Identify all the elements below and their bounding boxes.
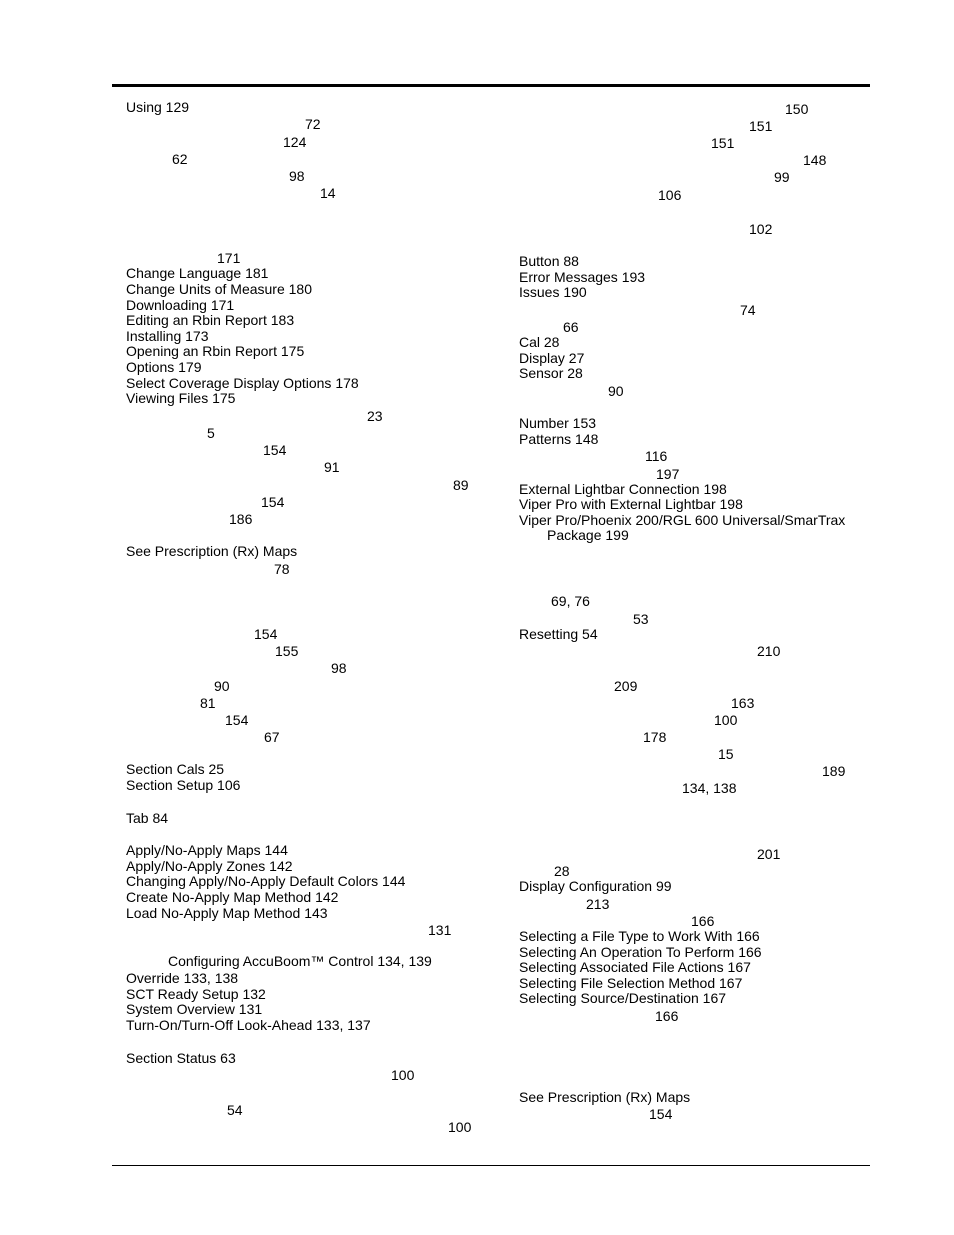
index-entry: Selecting An Operation To Perform 166 xyxy=(519,944,762,960)
index-entry: See Prescription (Rx) Maps xyxy=(126,543,298,559)
index-entry: 66 xyxy=(563,319,579,335)
index-entry: 171 xyxy=(217,250,241,266)
index-entry: Installing 173 xyxy=(126,328,209,344)
index-entry: Create No-Apply Map Method 142 xyxy=(126,889,339,905)
index-entry: 131 xyxy=(428,922,452,938)
index-entry: 99 xyxy=(774,169,790,185)
index-entry: 28 xyxy=(554,863,570,879)
index-entry: Viewing Files 175 xyxy=(126,390,236,406)
index-entry: Cal 28 xyxy=(519,334,560,350)
footer-rule xyxy=(112,1165,870,1166)
index-entry: 154 xyxy=(254,626,278,642)
index-entry: See Prescription (Rx) Maps xyxy=(519,1089,691,1105)
index-entry: 90 xyxy=(214,678,230,694)
index-entry: 100 xyxy=(448,1119,472,1135)
index-entry: Button 88 xyxy=(519,253,579,269)
index-entry: Number 153 xyxy=(519,415,597,431)
index-entry: 166 xyxy=(655,1008,679,1024)
index-entry: 197 xyxy=(656,466,680,482)
index-entry: Resetting 54 xyxy=(519,626,598,642)
index-entry: Editing an Rbin Report 183 xyxy=(126,312,295,328)
index-entry: Section Status 63 xyxy=(126,1050,236,1066)
index-entry: 151 xyxy=(749,118,773,134)
index-entry: 201 xyxy=(757,846,781,862)
index-entry: Package 199 xyxy=(547,527,629,543)
index-entry: Patterns 148 xyxy=(519,431,599,447)
index-entry: Tab 84 xyxy=(126,810,169,826)
index-entry: 154 xyxy=(225,712,249,728)
index-entry: 72 xyxy=(305,116,321,132)
index-entry: 102 xyxy=(749,221,773,237)
index-entry: Sensor 28 xyxy=(519,365,583,381)
index-entry: Using 129 xyxy=(126,99,190,115)
index-entry: Changing Apply/No-Apply Default Colors 144 xyxy=(126,873,406,889)
index-entry: Select Coverage Display Options 178 xyxy=(126,375,359,391)
index-entry: 5 xyxy=(207,425,215,441)
index-entry: Selecting a File Type to Work With 166 xyxy=(519,928,760,944)
index-entry: Viper Pro/Phoenix 200/RGL 600 Universal/SmarTrax xyxy=(519,512,846,528)
index-entry: Downloading 171 xyxy=(126,297,235,313)
index-entry: 69, 76 xyxy=(551,593,590,609)
index-entry: 100 xyxy=(391,1067,415,1083)
index-entry: 78 xyxy=(274,561,290,577)
index-entry: 186 xyxy=(229,511,253,527)
index-entry: Override 133, 138 xyxy=(126,970,239,986)
index-entry: Apply/No-Apply Maps 144 xyxy=(126,842,288,858)
index-entry: 124 xyxy=(283,134,307,150)
index-entry: 62 xyxy=(172,151,188,167)
index-entry: 89 xyxy=(453,477,469,493)
index-entry: Selecting Source/Destination 167 xyxy=(519,990,727,1006)
index-entry: Opening an Rbin Report 175 xyxy=(126,343,305,359)
index-entry: 67 xyxy=(264,729,280,745)
index-entry: 189 xyxy=(822,763,846,779)
index-entry: 14 xyxy=(320,185,336,201)
index-entry: 178 xyxy=(643,729,667,745)
index-entry: 166 xyxy=(691,913,715,929)
index-entry: Error Messages 193 xyxy=(519,269,646,285)
index-entry: 148 xyxy=(803,152,827,168)
index-entry: SCT Ready Setup 132 xyxy=(126,986,266,1002)
index-entry: 154 xyxy=(649,1106,673,1122)
index-entry: 134, 138 xyxy=(682,780,737,796)
index-entry: Selecting Associated File Actions 167 xyxy=(519,959,751,975)
index-entry: Display 27 xyxy=(519,350,585,366)
index-entry: 98 xyxy=(331,660,347,676)
index-entry: Configuring AccuBoom™ Control 134, 139 xyxy=(168,953,432,969)
index-entry: 74 xyxy=(740,302,756,318)
index-entry: Issues 190 xyxy=(519,284,587,300)
index-entry: 91 xyxy=(324,459,340,475)
header-rule xyxy=(112,84,870,87)
index-entry: 155 xyxy=(275,643,299,659)
index-entry: Change Language 181 xyxy=(126,265,269,281)
index-entry: 90 xyxy=(608,383,624,399)
index-entry: Selecting File Selection Method 167 xyxy=(519,975,743,991)
index-entry: Section Cals 25 xyxy=(126,761,225,777)
index-entry: Display Configuration 99 xyxy=(519,878,672,894)
index-entry: 15 xyxy=(718,746,734,762)
index-entry: 106 xyxy=(658,187,682,203)
index-entry: 213 xyxy=(586,896,610,912)
index-entry: 54 xyxy=(227,1102,243,1118)
index-entry: 151 xyxy=(711,135,735,151)
index-entry: 100 xyxy=(714,712,738,728)
index-entry: External Lightbar Connection 198 xyxy=(519,481,727,497)
index-entry: 23 xyxy=(367,408,383,424)
index-entry: System Overview 131 xyxy=(126,1001,263,1017)
index-entry: 150 xyxy=(785,101,809,117)
index-entry: Section Setup 106 xyxy=(126,777,241,793)
index-entry: Apply/No-Apply Zones 142 xyxy=(126,858,293,874)
index-entry: Load No-Apply Map Method 143 xyxy=(126,905,328,921)
index-entry: 163 xyxy=(731,695,755,711)
index-entry: Turn-On/Turn-Off Look-Ahead 133, 137 xyxy=(126,1017,371,1033)
index-entry: 209 xyxy=(614,678,638,694)
index-entry: 116 xyxy=(645,448,668,464)
index-entry: 210 xyxy=(757,643,781,659)
index-entry: 81 xyxy=(200,695,216,711)
index-entry: Change Units of Measure 180 xyxy=(126,281,312,297)
index-entry: 53 xyxy=(633,611,649,627)
index-entry: 154 xyxy=(263,442,287,458)
index-entry: Options 179 xyxy=(126,359,202,375)
index-entry: Viper Pro with External Lightbar 198 xyxy=(519,496,743,512)
index-entry: 154 xyxy=(261,494,285,510)
index-entry: 98 xyxy=(289,168,305,184)
